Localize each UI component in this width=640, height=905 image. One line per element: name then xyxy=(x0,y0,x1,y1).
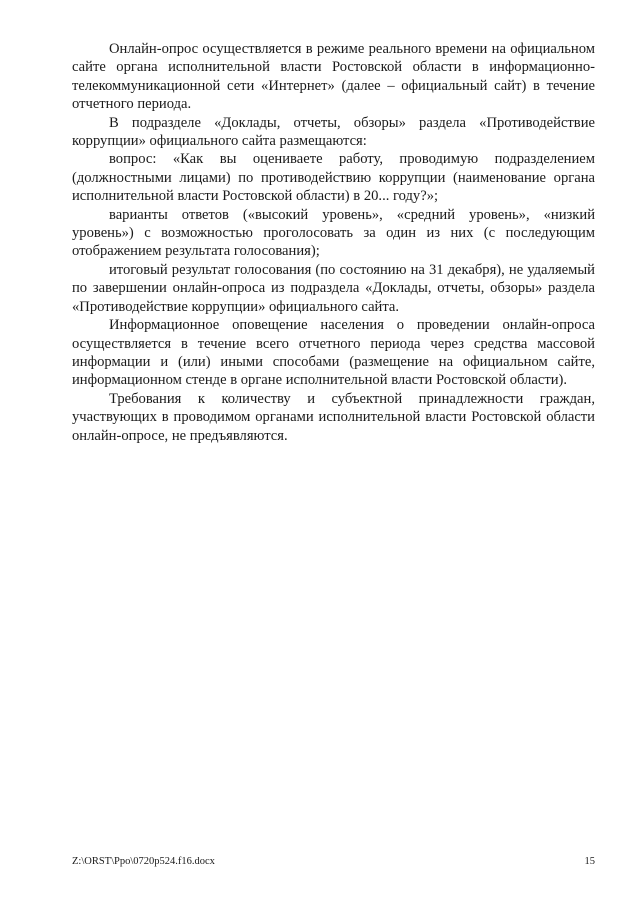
paragraph-answer-options: варианты ответов («высокий уровень», «средний уровень», «низкий уровень») с возможностью проголосовать за один из них (с последующим отображением результата голосования); xyxy=(72,206,595,260)
footer-page-number: 15 xyxy=(584,856,595,867)
paragraph-public-notification: Информационное оповещение населения о проведении онлайн-опроса осуществляется в течение всего отчетного периода через средства массовой информации и (или) иными способами (размещение на официальном сайте, информационном стенде в органе исполнительной власти Ростовской области). xyxy=(72,317,595,389)
footer-file-path: Z:\ORST\Ppo\0720p524.f16.docx xyxy=(72,856,215,867)
paragraph-subsection-placement: В подразделе «Доклады, отчеты, обзоры» раздела «Противодействие коррупции» официального сайта размещаются: xyxy=(72,114,595,150)
paragraph-question: вопрос: «Как вы оцениваете работу, проводимую подразделением (должностными лицами) по противодействию коррупции (наименование органа исполнительной власти Ростовской области) в 20... году?»; xyxy=(72,151,595,205)
paragraph-requirements: Требования к количеству и субъектной принадлежности граждан, участвующих в проводимом органами исполнительной власти Ростовской области онлайн-опросе, не предъявляются. xyxy=(72,390,595,444)
paragraph-final-result: итоговый результат голосования (по состоянию на 31 декабря), не удаляемый по завершении онлайн-опроса из подраздела «Доклады, отчеты, обзоры» раздела «Противодействие коррупции» официального сайта. xyxy=(72,261,595,315)
document-body xyxy=(72,40,595,445)
paragraph-online-survey: Онлайн-опрос осуществляется в режиме реального времени на официальном сайте органа исполнительной власти Ростовской области в информационно-телекоммуникационной сети «Интернет» (далее – официальный сайт) в течение отчетного периода. xyxy=(72,41,595,113)
